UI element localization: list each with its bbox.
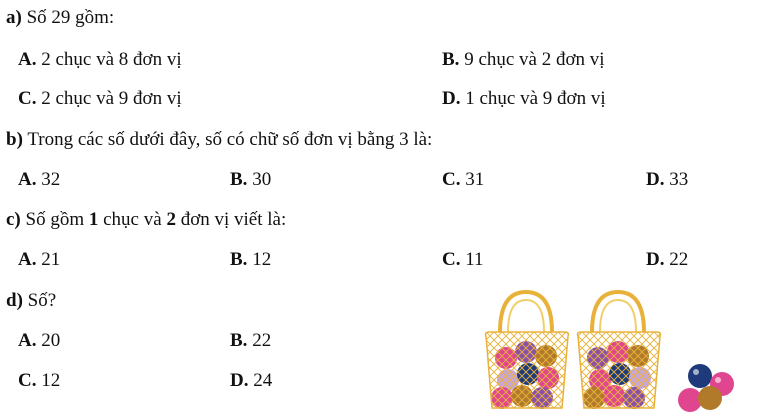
- question-d: [6, 289, 56, 313]
- option-letter: B.: [230, 330, 248, 351]
- question-b: [6, 128, 432, 152]
- option-letter: D.: [646, 249, 665, 270]
- ball-bag-icon: [578, 292, 661, 409]
- question-a-label: a): [6, 7, 22, 28]
- option-text: 2 chục và 8 đơn vị: [41, 49, 182, 70]
- question-b-label: b): [6, 129, 23, 150]
- option-letter: A.: [18, 49, 37, 70]
- option-letter: B.: [230, 249, 248, 270]
- option-text: 12: [41, 370, 61, 391]
- option-c-D[interactable]: [646, 248, 688, 272]
- question-c-text-after: đơn vị viết là:: [180, 209, 287, 230]
- option-letter: A.: [18, 249, 37, 270]
- option-d-B[interactable]: [230, 329, 271, 353]
- option-letter: B.: [230, 169, 248, 190]
- question-c: [6, 208, 286, 232]
- option-text: 32: [41, 169, 61, 190]
- option-text: 22: [669, 249, 689, 270]
- option-text: 2 chục và 9 đơn vị: [41, 88, 182, 109]
- question-d-label: d): [6, 290, 23, 311]
- option-text: 12: [252, 249, 272, 270]
- option-c-C[interactable]: [442, 248, 484, 272]
- question-c-num1: 1: [88, 209, 99, 230]
- option-letter: B.: [442, 49, 460, 70]
- option-text: 24: [253, 370, 273, 391]
- option-letter: D.: [230, 370, 249, 391]
- option-letter: C.: [18, 370, 37, 391]
- option-letter: D.: [646, 169, 665, 190]
- option-d-A[interactable]: [18, 329, 60, 353]
- option-text: 20: [41, 330, 61, 351]
- ball-bags-illustration: [478, 288, 766, 412]
- option-text: 22: [252, 330, 272, 351]
- option-text: 9 chục và 2 đơn vị: [464, 49, 605, 70]
- option-d-C[interactable]: [18, 369, 60, 393]
- option-a-A[interactable]: [18, 48, 182, 72]
- question-b-text: Trong các số dưới đây, số có chữ số đơn vị bằng 3 là:: [27, 129, 433, 150]
- option-text: 30: [252, 169, 272, 190]
- option-text: 1 chục và 9 đơn vị: [465, 88, 606, 109]
- option-letter: A.: [18, 330, 37, 351]
- option-b-C[interactable]: [442, 168, 484, 192]
- option-a-B[interactable]: [442, 48, 605, 72]
- option-d-D[interactable]: [230, 369, 272, 393]
- option-text: 21: [41, 249, 61, 270]
- option-c-B[interactable]: [230, 248, 271, 272]
- option-letter: D.: [442, 88, 461, 109]
- question-c-num2: 2: [166, 209, 176, 230]
- option-b-D[interactable]: [646, 168, 688, 192]
- option-letter: A.: [18, 169, 37, 190]
- option-b-A[interactable]: [18, 168, 60, 192]
- option-letter: C.: [442, 169, 461, 190]
- question-d-text: Số?: [27, 290, 57, 311]
- option-letter: C.: [18, 88, 37, 109]
- question-c-text-mid: chục và: [103, 209, 162, 230]
- loose-balls-icon: [678, 364, 734, 412]
- option-a-C[interactable]: [18, 87, 182, 111]
- option-a-D[interactable]: [442, 87, 606, 111]
- question-a: [6, 6, 114, 30]
- option-text: 11: [465, 249, 484, 270]
- ball-bag-icon: [486, 292, 569, 409]
- option-text: 31: [465, 169, 485, 190]
- option-b-B[interactable]: [230, 168, 271, 192]
- question-a-text: Số 29 gồm:: [26, 7, 115, 28]
- question-c-text-before: Số gồm: [25, 209, 85, 230]
- option-text: 33: [669, 169, 689, 190]
- option-letter: C.: [442, 249, 461, 270]
- question-c-label: c): [6, 209, 21, 230]
- option-c-A[interactable]: [18, 248, 60, 272]
